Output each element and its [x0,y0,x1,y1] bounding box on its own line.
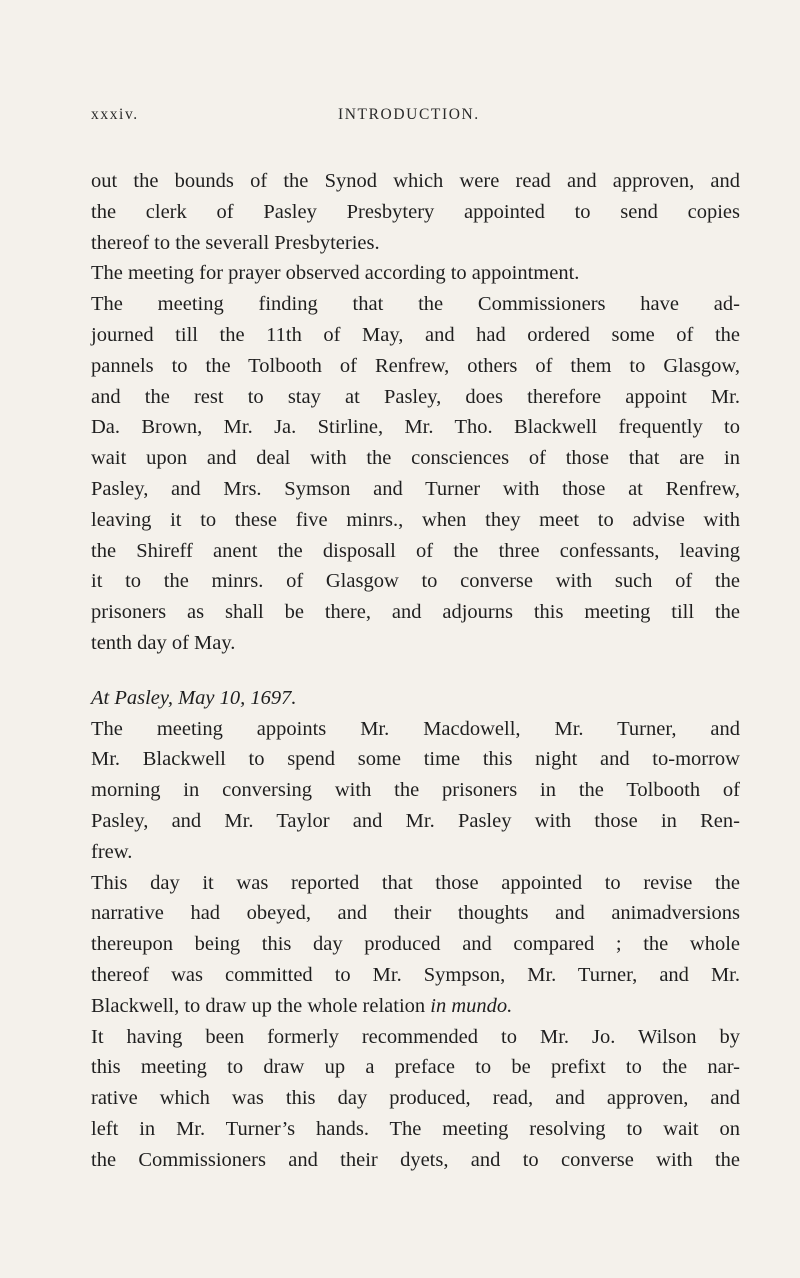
text-line: prisoners as shall be there, and adjourns this meeting till the [91,601,740,624]
paragraph [91,714,740,868]
page-number: xxxiv. [91,106,139,123]
text-line: The meeting for prayer observed according to appointment. [91,262,580,285]
text-line: This day it was reported that those appointed to revise the [91,871,740,894]
running-title: INTRODUCTION. [338,106,480,123]
text-line: thereupon being this day produced and compared ; the whole [91,933,740,956]
text-line: Mr. Blackwell to spend some time this night and to-morrow [91,748,740,771]
text-line: The meeting appoints Mr. Macdowell, Mr. Turner, and [91,717,740,740]
text-line: and the rest to stay at Pasley, does therefore appoint Mr. [91,385,740,408]
paragraph [91,166,740,258]
text-line: out the bounds of the Synod which were read and approven, and [91,170,740,192]
text-line: thereof was committed to Mr. Sympson, Mr. Turner, and Mr. [91,963,740,986]
text-line: wait upon and deal with the consciences of those that are in [91,447,740,470]
text-line: it to the minrs. of Glasgow to converse with such of the [91,570,740,593]
text-line: frew. [91,840,133,863]
text-line: tenth day of May. [91,631,236,654]
paragraph [91,1022,740,1176]
body-text [91,166,740,1176]
text-line: narrative had obeyed, and their thoughts and animadversions [91,902,740,925]
text-line: the Shireff anent the disposall of the three confessants, leaving [91,539,740,562]
text-line: left in Mr. Turner’s hands. The meeting resolving to wait on [91,1117,740,1140]
text-line: Pasley, and Mr. Taylor and Mr. Pasley with those in Ren- [91,809,740,832]
section-spacer [91,659,740,683]
italic-phrase: in mundo. [430,994,513,1017]
paragraph [91,868,740,1022]
text-line: this meeting to draw up a preface to be prefixt to the nar- [91,1056,740,1079]
text-line: The meeting finding that the Commissioners have ad- [91,293,740,316]
text-line [91,991,740,1022]
text-run: Blackwell, to draw up the whole relation [91,994,431,1017]
text-line: morning in conversing with the prisoners in the Tolbooth of [91,779,740,802]
text-line: pannels to the Tolbooth of Renfrew, others of them to Glasgow, [91,354,740,377]
running-head [91,106,731,130]
paragraph [91,289,740,659]
text-line: Da. Brown, Mr. Ja. Stirline, Mr. Tho. Blackwell frequently to [91,416,740,439]
text-line: the clerk of Pasley Presbytery appointed to send copies [91,200,740,223]
text-line: the Commissioners and their dyets, and to converse with the [91,1148,740,1171]
text-line: leaving it to these five minrs., when they meet to advise with [91,508,740,531]
text-line: Pasley, and Mrs. Symson and Turner with those at Renfrew, [91,477,740,500]
paragraph [91,258,740,289]
section-heading: At Pasley, May 10, 1697. [91,686,297,709]
text-line: journed till the 11th of May, and had ordered some of the [91,323,740,346]
text-line: It having been formerly recommended to Mr. Jo. Wilson by [91,1025,740,1048]
text-line: thereof to the severall Presbyteries. [91,231,380,254]
text-line: rative which was this day produced, read, and approven, and [91,1087,740,1110]
